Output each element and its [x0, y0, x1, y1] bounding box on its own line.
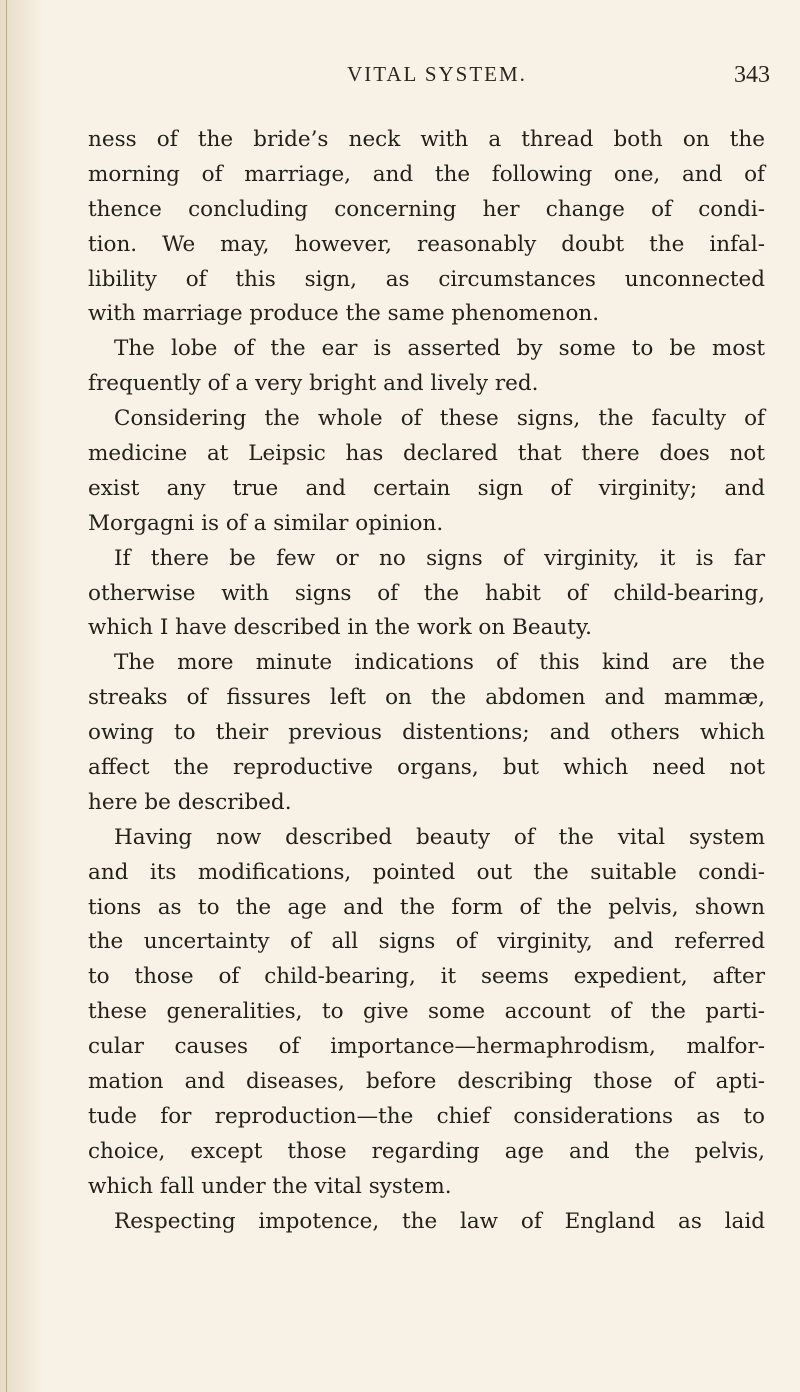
page-header [60, 62, 770, 92]
text-line: these generalities, to give some account of the parti- [88, 999, 765, 1025]
text-line: here be described. [88, 789, 292, 815]
page-binding-line [6, 0, 7, 1392]
text-line: the uncertainty of all signs of virginity, and referred [88, 929, 765, 955]
text-line: medicine at Leipsic has declared that there does not [88, 441, 765, 467]
text-line: morning of marriage, and the following one, and of [88, 161, 765, 187]
text-line: exist any true and certain sign of virginity; and [88, 475, 765, 501]
text-line: cular causes of importance—hermaphrodism, malfor- [88, 1034, 765, 1060]
text-line: owing to their previous distentions; and others which [88, 720, 765, 746]
text-line: tude for reproduction—the chief considerations as to [88, 1103, 765, 1129]
text-line: which fall under the vital system. [88, 1173, 452, 1199]
body-text [88, 123, 765, 1240]
text-line: frequently of a very bright and lively red. [88, 371, 539, 397]
text-line: tions as to the age and the form of the pelvis, shown [88, 894, 765, 920]
text-line: to those of child-bearing, it seems expedient, after [88, 964, 765, 990]
paragraph-start-line: Considering the whole of these signs, the faculty of [114, 406, 765, 432]
text-line: streaks of fissures left on the abdomen and mammæ, [88, 685, 765, 711]
paragraph-start-line: If there be few or no signs of virginity, it is far [114, 545, 765, 571]
text-line: choice, except those regarding age and the pelvis, [88, 1138, 765, 1164]
paragraph-start-line: The lobe of the ear is asserted by some to be most [114, 336, 765, 362]
text-line: mation and diseases, before describing those of apti- [88, 1069, 765, 1095]
text-line: thence concluding concerning her change of condi- [88, 196, 765, 222]
text-line: libility of this sign, as circumstances unconnected [88, 266, 765, 292]
text-line: Morgagni is of a similar opinion. [88, 510, 444, 536]
text-line: ness of the bride’s neck with a thread both on the [88, 127, 765, 152]
page-number: 343 [734, 62, 770, 88]
running-head: VITAL SYSTEM. [347, 62, 527, 86]
text-line: tion. We may, however, reasonably doubt the infal- [88, 231, 765, 257]
text-line: which I have described in the work on Beauty. [88, 615, 593, 641]
text-line: and its modifications, pointed out the suitable condi- [88, 859, 765, 885]
text-line: with marriage produce the same phenomenon. [88, 301, 600, 327]
text-line: otherwise with signs of the habit of child-bearing, [88, 580, 765, 606]
paragraph-start-line: Having now described beauty of the vital system [114, 824, 765, 850]
paragraph-start-line: Respecting impotence, the law of England as laid [114, 1208, 765, 1234]
paragraph-start-line: The more minute indications of this kind are the [114, 650, 765, 676]
text-line: affect the reproductive organs, but which need not [88, 755, 765, 781]
